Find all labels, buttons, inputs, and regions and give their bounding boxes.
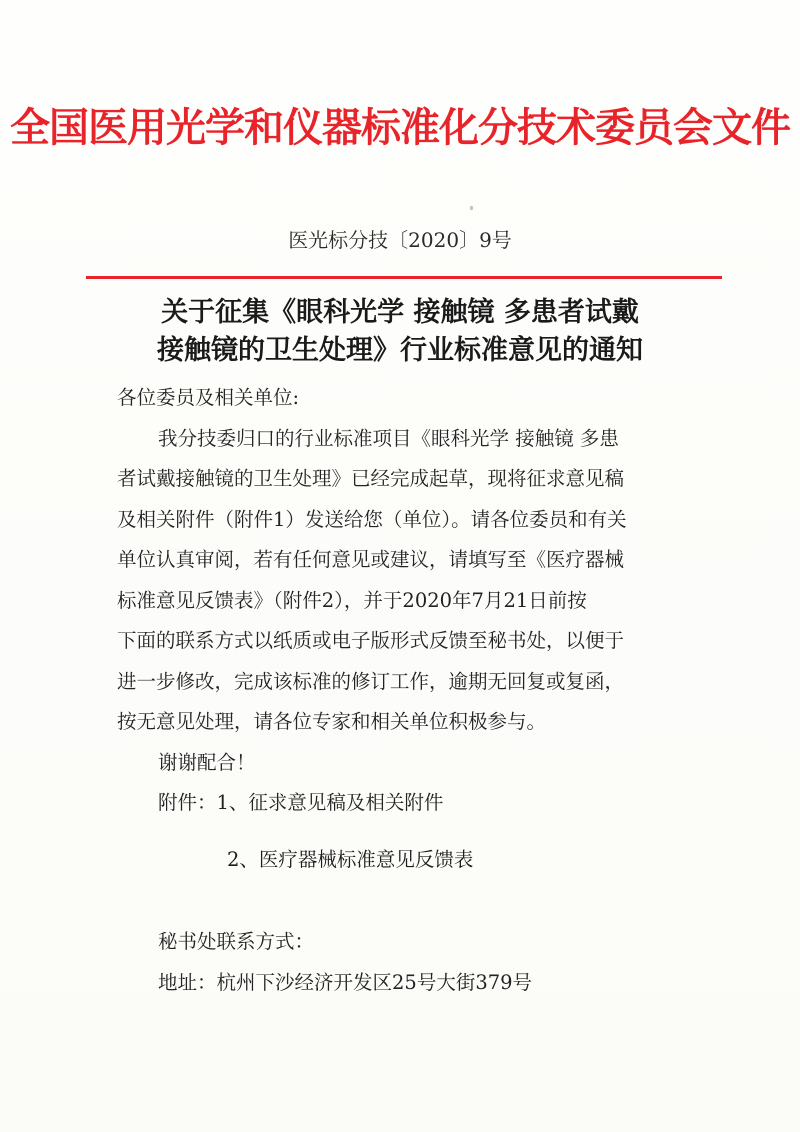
paragraph-line: 者试戴接触镜的卫生处理》已经完成起草，现将征求意见稿	[117, 467, 625, 490]
paragraph-line: 我分技委归口的行业标准项目《眼科光学 接触镜 多患	[158, 426, 619, 450]
paragraph-line: 标准意见反馈表》（附件2），并于2020年7月21日前按	[117, 588, 587, 612]
subject-line-2: 接触镜的卫生处理》行业标准意见的通知	[157, 335, 643, 366]
paragraph-line: 及相关附件（附件1）发送给您（单位）。请各位委员和有关	[117, 507, 627, 531]
contact-address: 地址：杭州下沙经济开发区25号大街379号	[158, 971, 533, 994]
subject-line-1: 关于征集《眼科光学 接触镜 多患者试戴	[161, 297, 639, 328]
scan-speck	[470, 206, 473, 210]
org-header-title: 全国医用光学和仪器标准化分技术委员会文件	[10, 104, 790, 151]
paragraph-line: 下面的联系方式以纸质或电子版形式反馈至秘书处，以便于	[117, 629, 625, 652]
paragraph-line: 进一步修改，完成该标准的修订工作，逾期无回复或复函，	[117, 669, 625, 693]
document-body	[117, 378, 717, 824]
attachments-line: 附件：1、征求意见稿及相关附件	[158, 791, 444, 814]
paragraph-line: 单位认真审阅，若有任何意见或建议，请填写至《医疗器械	[117, 548, 625, 571]
document-subject	[0, 294, 800, 370]
paragraph-line: 按无意见处理，请各位专家和相关单位积极参与。	[117, 710, 547, 733]
contact-heading: 秘书处联系方式：	[158, 930, 315, 953]
attachment-item-2: 2、医疗器械标准意见反馈表	[227, 848, 474, 871]
thanks-line: 谢谢配合！	[158, 750, 256, 774]
red-divider-rule	[86, 276, 722, 279]
document-number: 医光标分技〔2020〕9号	[288, 228, 512, 252]
salutation: 各位委员及相关单位:	[117, 386, 300, 409]
